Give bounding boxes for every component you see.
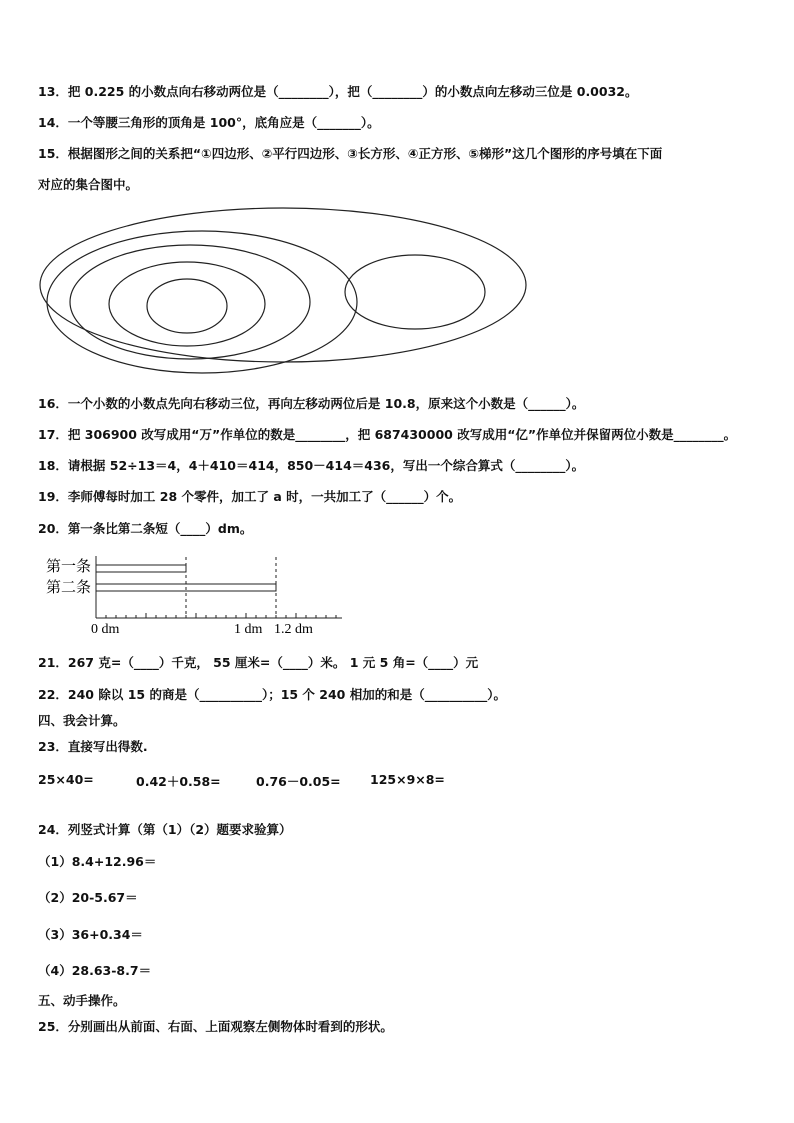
calc-item-1: 25×40= (38, 772, 94, 787)
innermost-ellipse (147, 279, 227, 333)
label-first-line: 第一条 (46, 559, 92, 575)
calc-item-3: 0.76－0.05= (256, 774, 341, 789)
venn-diagram (30, 200, 540, 390)
section-4-heading: 四、我会计算。 (38, 713, 126, 728)
question-24-part-2: （2）20-5.67＝ (38, 890, 138, 905)
question-14: 14．一个等腰三角形的顶角是 100°，底角应是（_______）。 (38, 115, 380, 130)
outer-ellipse (40, 208, 526, 362)
question-21: 21．267 克=（____）千克， 55 厘米=（____）米。 1 元 5 角=（____）元 (38, 655, 479, 670)
question-24: 24．列竖式计算（第（1）（2）题要求验算） (38, 822, 292, 837)
axis-ticks (96, 613, 336, 618)
label-second-line: 第二条 (46, 580, 92, 596)
question-13: 13．把 0.225 的小数点向右移动两位是（________），把（________）的小数点向左移动三位是 0.0032。 (38, 84, 638, 99)
question-20: 20．第一条比第二条短（____）dm。 (38, 521, 253, 536)
bar-first (96, 565, 186, 572)
line-comparison-figure (38, 552, 358, 642)
question-23: 23．直接写出得数. (38, 739, 148, 754)
question-15-line1: 15．根据图形之间的关系把“①四边形、②平行四边形、③长方形、④正方形、⑤梯形”这几个图形的序号填在下面 (38, 146, 663, 161)
question-24-part-4: （4）28.63-8.7＝ (38, 963, 152, 978)
section-5-heading: 五、动手操作。 (38, 993, 126, 1008)
question-25: 25．分别画出从前面、右面、上面观察左侧物体时看到的形状。 (38, 1019, 393, 1034)
calc-item-4: 125×9×8= (370, 772, 445, 787)
question-18: 18．请根据 52÷13＝4，4＋410＝414，850－414＝436，写出一个综合算式（________）。 (38, 458, 585, 473)
question-19: 19．李师傅每时加工 28 个零件，加工了 a 时，一共加工了（______）个。 (38, 489, 462, 504)
separate-ellipse (345, 255, 485, 329)
question-22: 22．240 除以 15 的商是（__________）；15 个 240 相加的和是（__________）。 (38, 687, 506, 702)
question-24-part-1: （1）8.4+12.96＝ (38, 854, 157, 869)
question-16: 16．一个小数的小数点先向右移动三位，再向左移动两位后是 10.8，原来这个小数是（______）。 (38, 396, 585, 411)
calc-item-2: 0.42＋0.58= (136, 774, 221, 789)
question-24-part-3: （3）36+0.34＝ (38, 927, 143, 942)
tick-label-1: 1 dm (234, 622, 263, 637)
tick-label-0: 0 dm (91, 622, 120, 637)
tick-label-12: 1.2 dm (274, 622, 313, 637)
question-15-line2: 对应的集合图中。 (38, 177, 139, 192)
question-17: 17．把 306900 改写成用“万”作单位的数是________，把 687430000 改写成用“亿”作单位并保留两位小数是________。 (38, 427, 737, 442)
